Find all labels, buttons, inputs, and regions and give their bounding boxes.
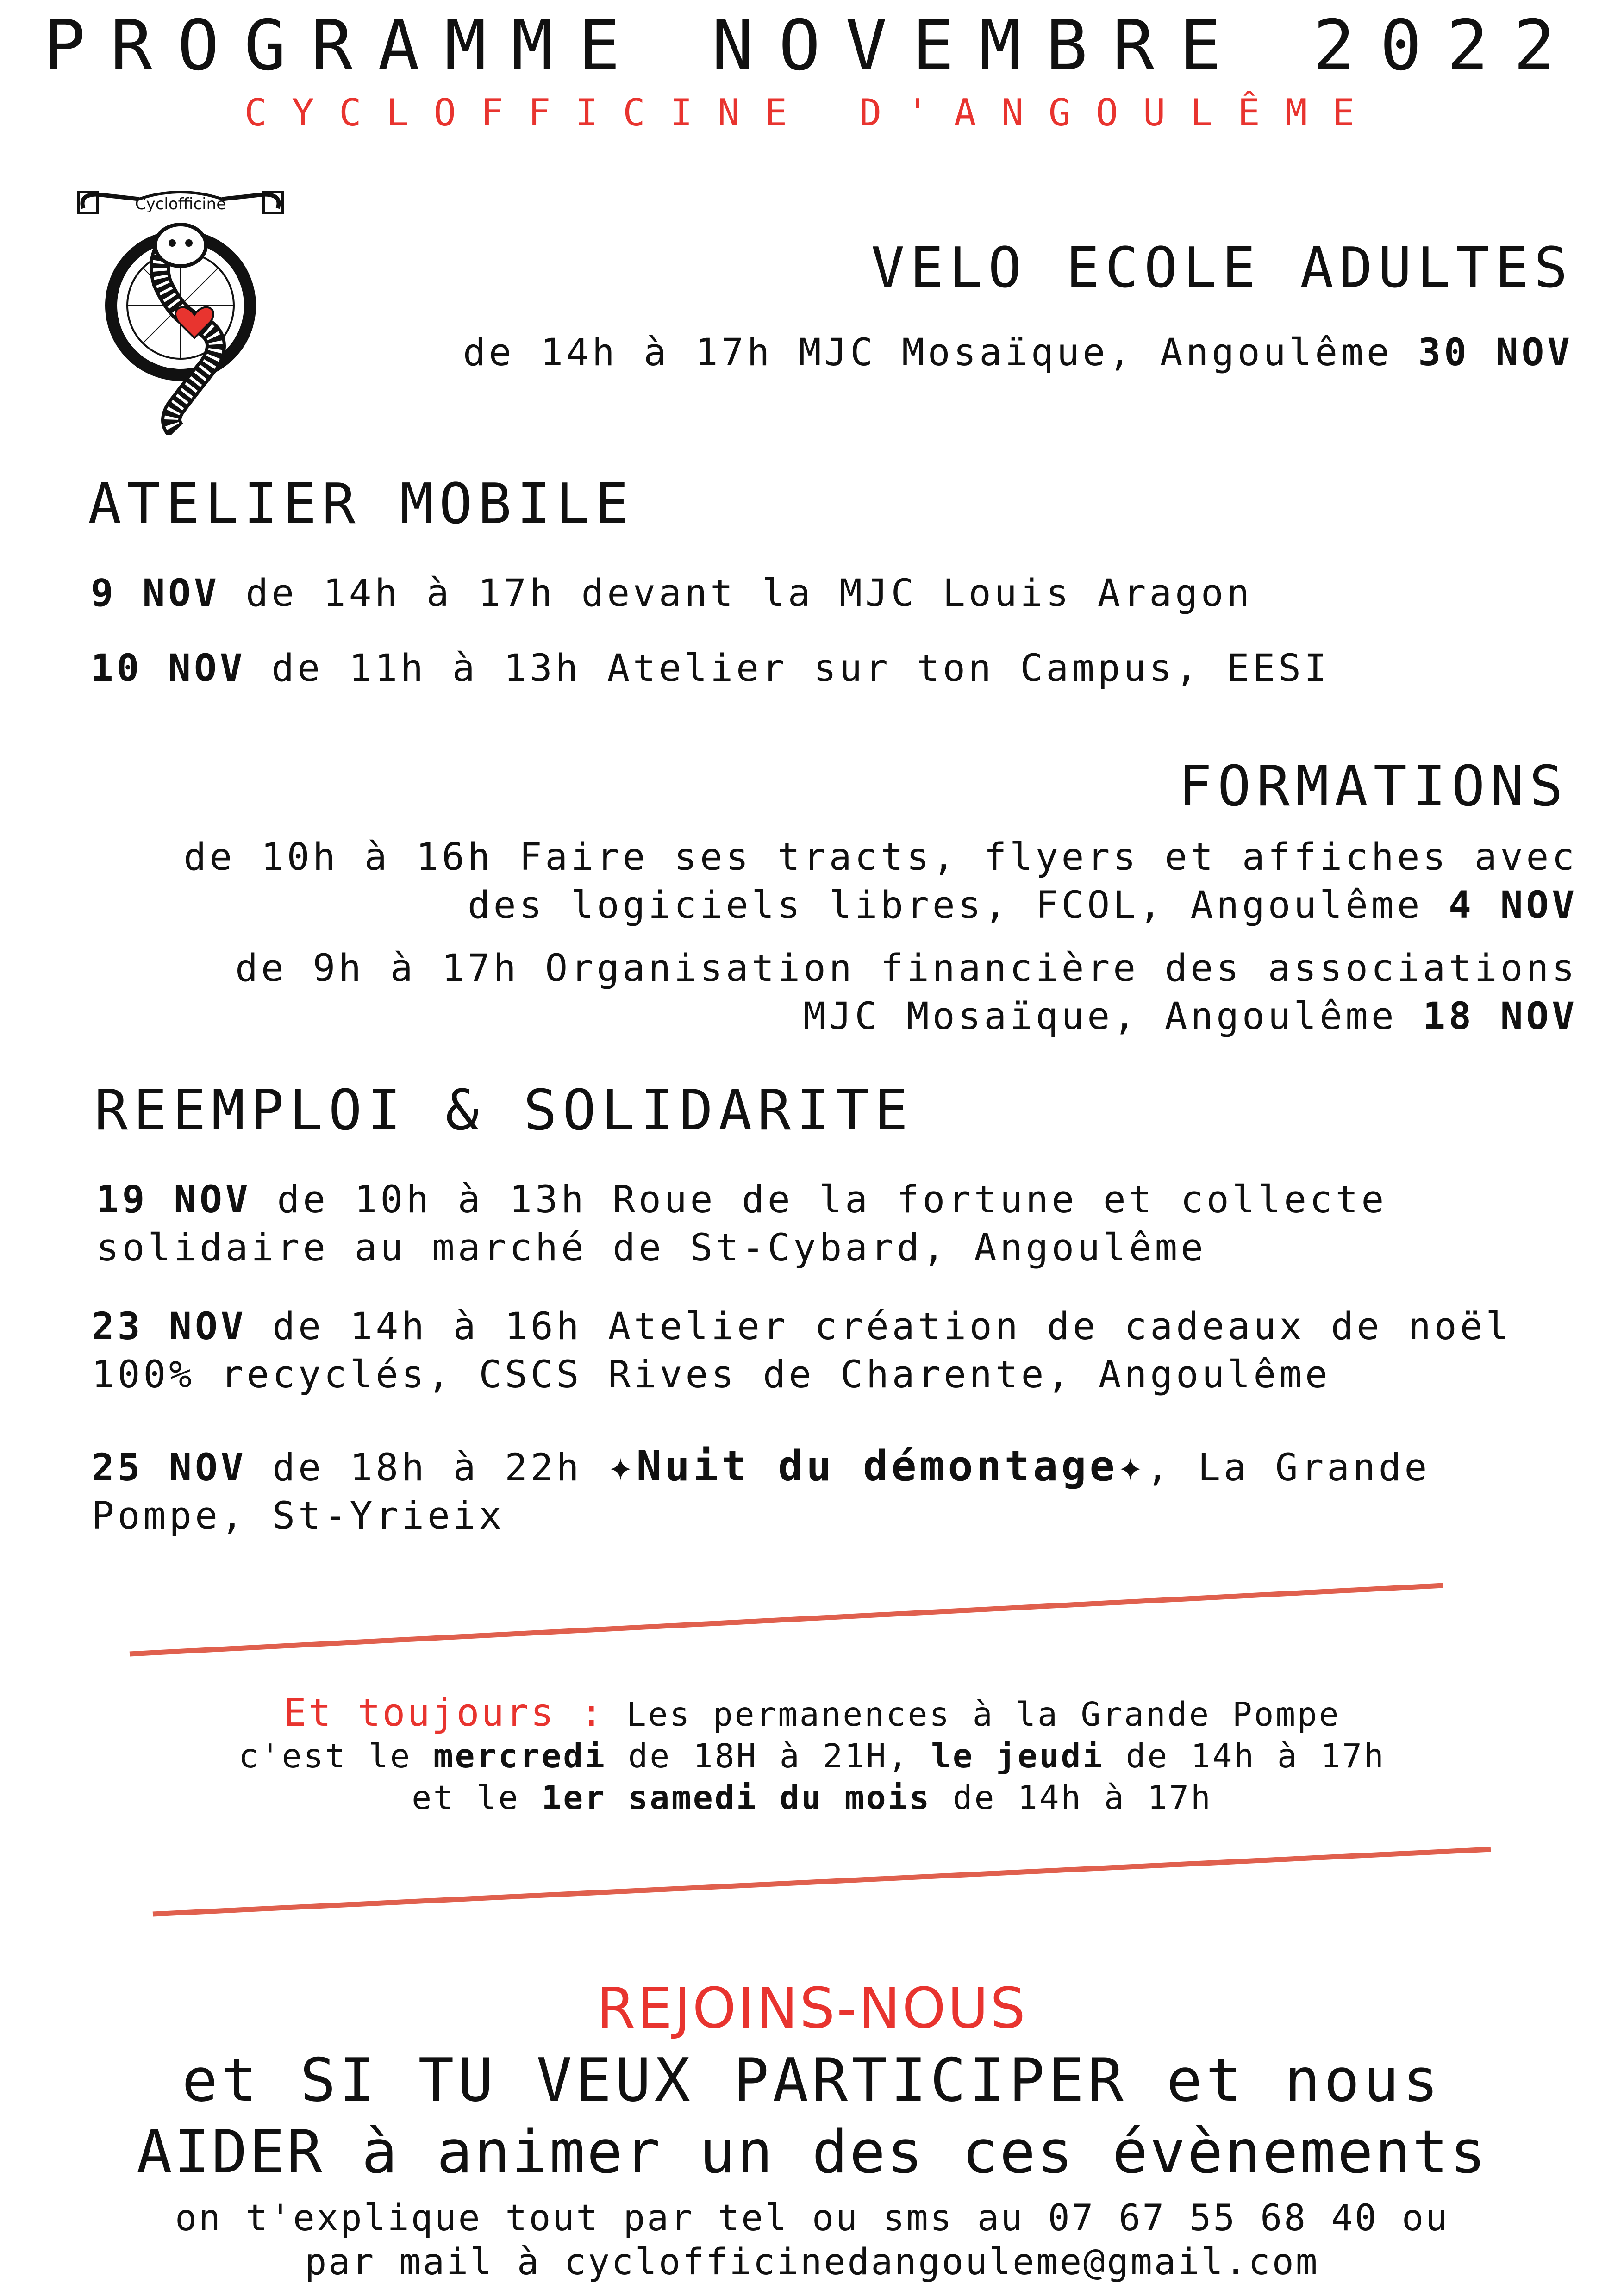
section-heading-reemploi: REEMPLOI & SOLIDARITE	[94, 1079, 914, 1143]
event-text-line1: de 9h à 17h Organisation financière des associations	[235, 947, 1578, 990]
permanences-line-2: c'est le mercredi de 18H à 21H, le jeudi de 14h à 17h	[238, 1737, 1386, 1775]
event-date: 25 NOV	[92, 1446, 247, 1490]
page-title: PROGRAMME NOVEMBRE 2022	[44, 6, 1580, 86]
event-text-line1: de 10h à 13h Roue de la fortune et collecte	[251, 1178, 1387, 1222]
event-date: 4 NOV	[1449, 884, 1578, 927]
list-item	[96, 1176, 1387, 1272]
event-text: de 14h à 17h devant la MJC Louis Aragon	[219, 572, 1253, 615]
logo-text: Cyclofficine	[135, 195, 226, 213]
list-item	[184, 833, 1578, 930]
page-subtitle: CYCLOFFICINE D'ANGOULÊME	[244, 91, 1380, 134]
footer-line-1: et SI TU VEUX PARTICIPER et nous	[182, 2046, 1442, 2115]
divider-bottom	[153, 1849, 1491, 1914]
section-heading-atelier-mobile: ATELIER MOBILE	[88, 472, 634, 537]
divider-top	[130, 1585, 1443, 1654]
permanences-line-1: Et toujours : Les permanences à la Grande Pompe	[283, 1691, 1341, 1735]
list-item	[92, 1303, 1512, 1399]
rejoins-nous-heading: REJOINS-NOUS	[597, 1977, 1027, 2041]
event-text-line2: Pompe, St-Yrieix	[92, 1494, 505, 1538]
toujours-label: Et toujours :	[283, 1691, 605, 1735]
event-date: 23 NOV	[92, 1305, 247, 1348]
list-item	[91, 644, 1330, 693]
event-date: 19 NOV	[96, 1178, 251, 1222]
list-item	[235, 944, 1578, 1041]
event-text-line2: solidaire au marché de St-Cybard, Angoulême	[96, 1226, 1206, 1270]
event-highlight: ✦Nuit du démontage✦	[608, 1442, 1146, 1491]
velo-ecole-line	[463, 329, 1573, 377]
event-date: 18 NOV	[1423, 995, 1578, 1038]
event-text-line1: de 10h à 16h Faire ses tracts, flyers et affiches avec	[183, 836, 1578, 879]
list-item	[91, 569, 1253, 618]
velo-ecole-text: de 14h à 17h MJC Mosaïque, Angoulême	[463, 331, 1393, 374]
cyclofficine-logo	[69, 176, 292, 435]
footer-line-2: AIDER à animer un des ces évènements	[136, 2118, 1488, 2187]
section-heading-velo-ecole: VELO ECOLE ADULTES	[871, 236, 1573, 300]
section-heading-formations: FORMATIONS	[1178, 755, 1568, 819]
list-item: 25 NOV de 18h à 22h ✦Nuit du démontage✦, La Grande Pompe, St-Yrieix	[92, 1442, 1430, 1540]
footer-contact-email: par mail à cyclofficinedangouleme@gmail.com	[305, 2241, 1319, 2283]
event-text: de 11h à 13h Atelier sur ton Campus, EESI	[245, 647, 1330, 690]
event-text-line2: 100% recyclés, CSCS Rives de Charente, Angoulême	[92, 1353, 1331, 1397]
footer-line-3: on t'explique tout par tel ou sms au 07 67 55 68 40 ou	[175, 2197, 1449, 2239]
event-date: 9 NOV	[91, 572, 220, 615]
event-date: 10 NOV	[91, 647, 246, 690]
event-text-line1: de 14h à 16h Atelier création de cadeaux de noël	[246, 1305, 1512, 1348]
velo-ecole-date: 30 NOV	[1418, 331, 1573, 374]
permanences-line-3: et le 1er samedi du mois de 14h à 17h	[412, 1778, 1212, 1817]
event-text-line2: des logiciels libres, FCOL, Angoulême 4 NOV	[468, 884, 1578, 927]
event-text-line2: MJC Mosaïque, Angoulême 18 NOV	[803, 995, 1578, 1038]
